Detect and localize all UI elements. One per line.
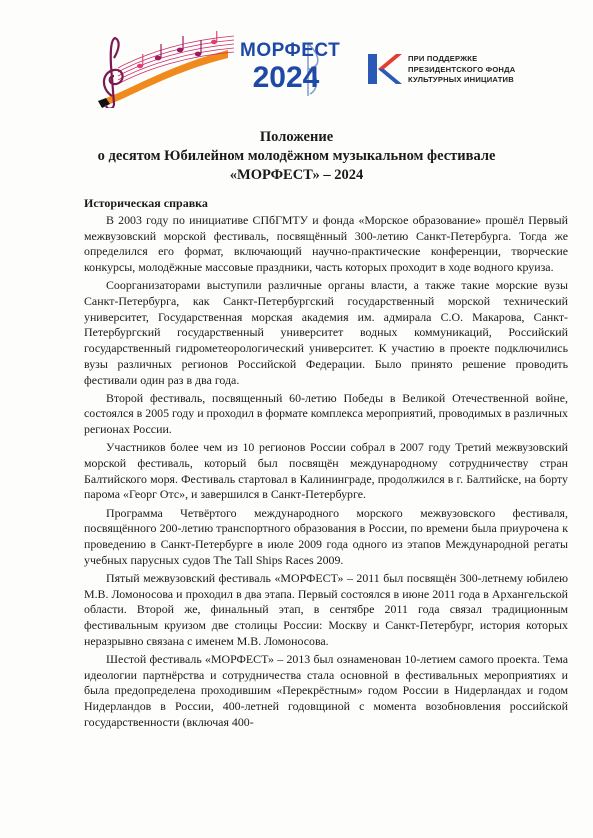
title-line: Положение [259, 129, 334, 145]
pfki-k-mark-icon [366, 52, 402, 86]
paragraph: Второй фестиваль, посвященный 60-летию Победы в Великой Отечественной войне, состоялся в 2005 году и проходил в формате комплекса мероприятий, проводимых в различных регионах России. [84, 390, 568, 437]
paragraph: Шестой фестиваль «МОРФЕСТ» – 2013 был ознаменован 10-летием самого проекта. Тема идеологии партнёрства и сотрудничества стала основной в фестивальных мероприятиях и была предопределена проходившим «Перекрёстным» годом России в Нидерландах и годом Нидерландов в России, 400-летней годовщиной с момента возобновления российской государственности (включая 400- [84, 651, 568, 729]
page-header [0, 0, 593, 120]
support-text [408, 54, 515, 86]
music-notes-ribbon-logo-icon [88, 28, 238, 108]
paragraph: В 2003 году по инициативе СПбГМТУ и фонда «Морское образование» прошёл Первый межвузовский морской фестиваль, посвящённый 300-летию Санкт-Петербурга. Тогда же определился его формат, включающий научно-практические конференции, творческие конкурсы, молодёжные массовые праздники, часть которых проходит в ходе водного круиза. [84, 213, 568, 275]
support-line: КУЛЬТУРНЫХ ИНИЦИАТИВ [408, 75, 514, 85]
festival-name: МОРФЕСТ [240, 40, 341, 61]
title-line: о десятом Юбилейном молодёжном музыкальном фестивале [97, 148, 496, 164]
document-body [84, 195, 568, 733]
section-heading: Историческая справка [84, 196, 208, 210]
paragraph: Участников более чем из 10 регионов России собрал в 2007 году Третий межвузовский морской фестиваль, который был посвящён международному сотрудничеству стран Балтийского моря. Фестиваль стартовал в Калининграде, продолжился в г. Балтийске, на борту парома «Георг Отс», и завершился в Санкт-Петербурге. [84, 440, 568, 502]
festival-year: 2024 [252, 61, 320, 94]
paragraph: Пятый межвузовский фестиваль «МОРФЕСТ» – 2011 был посвящён 300-летнему юбилею М.В. Ломоносова и проходил в два этапа. Первый состоялся в июне 2011 года в Архангельской области. Второй же, финальный этап, в сентябре 2011 года связал традиционным фестивальным круизом две столицы России: Москву и Санкт-Петербург, история которых неразрывно связана с именем М.В. Ломоносова. [84, 570, 568, 648]
document-title [0, 128, 593, 185]
support-line: ПРИ ПОДДЕРЖКЕ [408, 54, 478, 63]
title-line: «МОРФЕСТ» – 2024 [229, 167, 364, 183]
paragraph: Соорганизаторами выступили различные органы власти, а также такие морские вузы Санкт-Петербурга, как Санкт-Петербургский государственный морской технический университет, Государственная морская академия им. адмирала С.О. Макарова, Санкт-Петербургский государственный университет водных коммуникаций, Российский государственный гидрометеорологический университет. К участию в проекте подключились вузы различных регионов Российской Федерации. Было принято решение проводить фестивали один раз в два года. [84, 278, 568, 387]
paragraph: Программа Четвёртого международного морского межвузовского фестиваля, посвящённого 200-летию транспортного образования в России, по времени была приурочена к проведению в Санкт-Петербурге в июле 2009 года одного из этапов Международной регаты учебных парусных судов The Tall Ships Races 2009. [84, 505, 568, 567]
support-line: ПРЕЗИДЕНТСКОГО ФОНДА [408, 64, 516, 74]
morfest-2024-logo [240, 38, 341, 104]
presidential-fund-logo [366, 50, 566, 90]
